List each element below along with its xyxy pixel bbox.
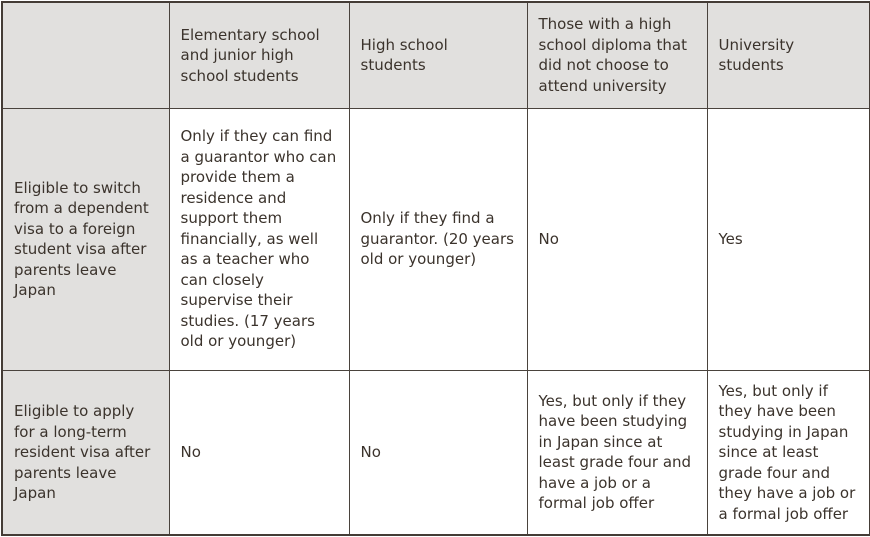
- row-header-long-term-resident-visa: Eligible to apply for a long-term resident visa after parents leave Japan: [2, 370, 169, 535]
- table-row-switch-to-student-visa: [2, 108, 870, 370]
- cell-resident-elementary-junior-high: No: [169, 370, 349, 535]
- cell-switch-diploma-no-university: No: [527, 108, 707, 370]
- col-header-elementary-junior-high: Elementary school and junior high school students: [169, 2, 349, 108]
- cell-switch-university: Yes: [707, 108, 870, 370]
- table-row-long-term-resident-visa: [2, 370, 870, 535]
- visa-eligibility-table: [1, 1, 870, 536]
- col-header-university: University students: [707, 2, 870, 108]
- header-row: [2, 2, 870, 108]
- cell-resident-university: Yes, but only if they have been studying in Japan since at least grade four and they have a job or a formal job offer: [707, 370, 870, 535]
- corner-cell: [2, 2, 169, 108]
- cell-resident-high-school: No: [349, 370, 527, 535]
- row-header-switch-to-student-visa: Eligible to switch from a dependent visa to a foreign student visa after parents leave Japan: [2, 108, 169, 370]
- cell-switch-elementary-junior-high: Only if they can find a guarantor who can provide them a residence and support them financially, as well as a teacher who can closely supervise their studies. (17 years old or younger): [169, 108, 349, 370]
- cell-switch-high-school: Only if they find a guarantor. (20 years old or younger): [349, 108, 527, 370]
- col-header-high-school: High school students: [349, 2, 527, 108]
- col-header-diploma-no-university: Those with a high school diploma that did not choose to attend university: [527, 2, 707, 108]
- cell-resident-diploma-no-university: Yes, but only if they have been studying in Japan since at least grade four and have a job or a formal job offer: [527, 370, 707, 535]
